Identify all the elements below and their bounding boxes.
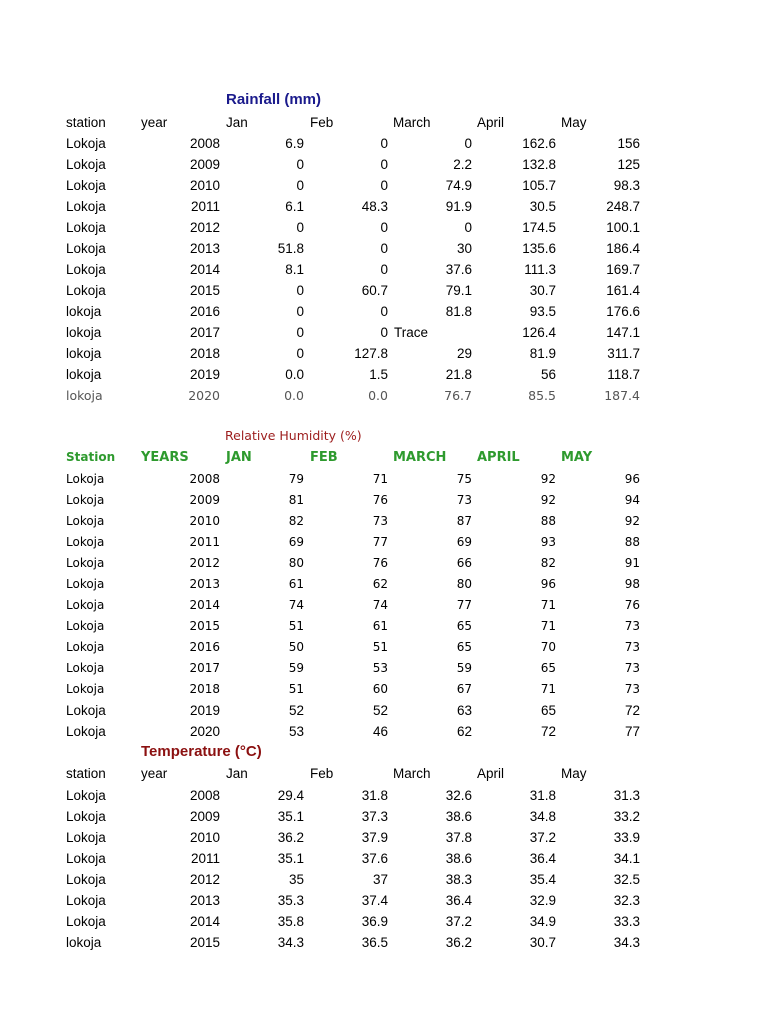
humidity-table-cell: 53 — [372, 661, 388, 675]
humidity-table-cell: 80 — [456, 577, 472, 591]
rainfall-table-cell: 176.6 — [606, 304, 640, 319]
humidity-table-cell: 88 — [540, 514, 556, 528]
rainfall-table-cell: 2013 — [189, 241, 220, 256]
temperature-column-header: year — [141, 766, 168, 781]
temperature-column-header: Feb — [310, 766, 334, 781]
rainfall-table-cell: 0 — [296, 283, 304, 298]
humidity-table-row — [0, 700, 768, 721]
rainfall-table-cell: Lokoja — [66, 283, 106, 298]
temperature-table-cell: 36.2 — [277, 830, 304, 845]
temperature-table-cell: 36.9 — [361, 914, 388, 929]
rainfall-table-cell: 30.5 — [529, 199, 556, 214]
rainfall-table-cell: 56 — [540, 367, 556, 382]
humidity-table-cell: 65 — [456, 640, 472, 654]
humidity-table-cell: 70 — [540, 640, 556, 654]
humidity-table-row — [0, 679, 768, 700]
humidity-table-cell: 65 — [456, 619, 472, 633]
temperature-table-cell: 38.6 — [445, 851, 472, 866]
temperature-table-cell: 33.3 — [613, 914, 640, 929]
humidity-table-row — [0, 595, 768, 616]
rainfall-column-header: March — [393, 115, 431, 130]
rainfall-table-cell: 0 — [296, 304, 304, 319]
humidity-table-cell: 80 — [288, 556, 304, 570]
temperature-table-cell: 35 — [288, 872, 304, 887]
temperature-table-cell: 31.3 — [613, 788, 640, 803]
humidity-table-cell: 71 — [540, 682, 556, 696]
temperature-table-cell: 37.6 — [361, 851, 388, 866]
temperature-table-cell: 2011 — [190, 851, 220, 866]
temperature-table-cell: 32.9 — [529, 893, 556, 908]
rainfall-table-cell: 174.5 — [522, 220, 556, 235]
rainfall-table-cell: 0.0 — [285, 367, 304, 382]
temperature-table-row — [0, 932, 768, 953]
rainfall-table-row — [0, 343, 768, 364]
humidity-table-cell: Lokoja — [66, 661, 105, 675]
humidity-table-cell: 59 — [288, 661, 304, 675]
temperature-table-cell: 33.9 — [613, 830, 640, 845]
temperature-table-row — [0, 827, 768, 848]
humidity-table-row — [0, 532, 768, 553]
humidity-table-cell: 71 — [540, 619, 556, 633]
humidity-header-row — [0, 447, 768, 468]
temperature-table-cell: 32.5 — [613, 872, 640, 887]
temperature-table-row — [0, 848, 768, 869]
humidity-table-cell: 92 — [624, 514, 640, 528]
temperature-table-cell: 35.3 — [277, 893, 304, 908]
rainfall-table-cell: Lokoja — [66, 262, 106, 277]
humidity-table-cell: 93 — [540, 535, 556, 549]
temperature-column-header: May — [561, 766, 587, 781]
rainfall-table-cell: 2016 — [189, 304, 220, 319]
rainfall-table-cell: 2018 — [189, 346, 220, 361]
temperature-table-cell: 36.4 — [529, 851, 556, 866]
temperature-table-cell: 34.1 — [613, 851, 640, 866]
humidity-table-cell: 50 — [288, 640, 304, 654]
humidity-table-cell: Lokoja — [66, 619, 105, 633]
temperature-column-header: April — [477, 766, 505, 781]
rainfall-table-cell: 2015 — [189, 283, 220, 298]
rainfall-table-cell: 0 — [380, 220, 388, 235]
humidity-table-cell: 2011 — [189, 535, 220, 549]
humidity-table-cell: 51 — [288, 682, 304, 696]
humidity-table-cell: 65 — [540, 703, 556, 718]
humidity-table-cell: Lokoja — [66, 493, 105, 507]
humidity-table-cell: 82 — [288, 514, 304, 528]
rainfall-table-cell: 30.7 — [529, 283, 556, 298]
humidity-table-cell: 98 — [624, 577, 640, 591]
humidity-table-cell: 76 — [624, 598, 640, 612]
temperature-column-header: March — [393, 766, 431, 781]
humidity-table-cell: 2018 — [189, 682, 220, 696]
temperature-table-cell: 33.2 — [613, 809, 640, 824]
rainfall-table-row — [0, 154, 768, 175]
rainfall-table-cell: 187.4 — [604, 388, 640, 403]
temperature-header-row — [0, 763, 768, 784]
rainfall-table-cell: 0 — [380, 304, 388, 319]
temperature-table-cell: 36.4 — [445, 893, 472, 908]
rainfall-table-cell: 0 — [380, 157, 388, 172]
rainfall-table-cell: 6.1 — [285, 199, 304, 214]
temperature-table-cell: 36.2 — [445, 935, 472, 950]
rainfall-column-header: station — [66, 115, 106, 130]
rainfall-table-row — [0, 196, 768, 217]
rainfall-table-cell: 79.1 — [445, 283, 472, 298]
humidity-table-cell: 69 — [288, 535, 304, 549]
rainfall-table-cell: Lokoja — [66, 199, 106, 214]
humidity-table-cell: 73 — [624, 682, 640, 696]
rainfall-table-cell: 156 — [617, 136, 640, 151]
rainfall-table-cell: 100.1 — [606, 220, 640, 235]
rainfall-table-cell: 147.1 — [606, 325, 640, 340]
temperature-table-cell: 30.7 — [529, 935, 556, 950]
humidity-column-header: Station — [66, 450, 116, 464]
humidity-table-cell: 60 — [372, 682, 388, 696]
humidity-table-cell: 94 — [624, 493, 640, 507]
rainfall-table-row — [0, 175, 768, 196]
humidity-table-cell: 51 — [372, 640, 388, 654]
temperature-table-cell: Lokoja — [66, 830, 106, 845]
rainfall-table-cell: 0 — [380, 241, 388, 256]
humidity-table-cell: 2017 — [189, 661, 220, 675]
humidity-table-cell: 87 — [456, 514, 472, 528]
humidity-table-cell: Lokoja — [66, 514, 105, 528]
rainfall-column-header: May — [561, 115, 587, 130]
temperature-table-cell: 37.4 — [361, 893, 388, 908]
humidity-table-cell: 2008 — [189, 472, 220, 486]
temperature-table-cell: 32.6 — [445, 788, 472, 803]
temperature-table-row — [0, 785, 768, 806]
rainfall-table-row — [0, 280, 768, 301]
temperature-table-cell: 35.1 — [277, 809, 304, 824]
rainfall-table-cell: 169.7 — [606, 262, 640, 277]
temperature-table-cell: Lokoja — [66, 788, 106, 803]
humidity-table-row — [0, 469, 768, 490]
rainfall-table-row — [0, 301, 768, 322]
rainfall-table-cell: 0 — [380, 178, 388, 193]
rainfall-table-row — [0, 133, 768, 154]
humidity-table-cell: 88 — [624, 535, 640, 549]
rainfall-column-header: Jan — [226, 115, 248, 130]
humidity-column-header: YEARS — [141, 450, 189, 465]
rainfall-table-row — [0, 364, 768, 385]
rainfall-table-cell: 0 — [296, 346, 304, 361]
temperature-table-cell: 34.3 — [277, 935, 304, 950]
rainfall-column-header: year — [141, 115, 168, 130]
rainfall-table-cell: 29 — [456, 346, 472, 361]
temperature-table-cell: 2009 — [189, 809, 220, 824]
humidity-table-cell: 71 — [540, 598, 556, 612]
rainfall-table-cell: lokoja — [66, 346, 102, 361]
temperature-table-row — [0, 806, 768, 827]
humidity-table-cell: Lokoja — [66, 535, 105, 549]
rainfall-table-cell: 2.2 — [453, 157, 472, 172]
humidity-table-cell: Lokoja — [66, 598, 105, 612]
humidity-table-cell: 74 — [288, 598, 304, 612]
humidity-table-cell: 52 — [372, 703, 388, 718]
humidity-column-header: MARCH — [393, 450, 447, 465]
humidity-table-row — [0, 553, 768, 574]
humidity-table-cell: 51 — [288, 619, 304, 633]
humidity-table-cell: 77 — [372, 535, 388, 549]
rainfall-table-cell: 186.4 — [606, 241, 640, 256]
rainfall-trace-note: Trace — [394, 325, 429, 340]
humidity-table-cell: 76 — [372, 556, 388, 570]
humidity-column-header: JAN — [226, 450, 252, 465]
rainfall-table-cell: 60.7 — [361, 283, 388, 298]
rainfall-table-cell: lokoja — [66, 367, 102, 382]
humidity-table-cell: 81 — [288, 493, 304, 507]
temperature-title: Temperature (°C) — [141, 743, 262, 760]
humidity-table-cell: 2012 — [189, 556, 220, 570]
humidity-table-cell: 96 — [624, 472, 640, 486]
rainfall-table-cell: 0 — [464, 136, 472, 151]
rainfall-table-cell: 0 — [464, 220, 472, 235]
rainfall-table-cell: 0 — [296, 220, 304, 235]
temperature-table-row — [0, 911, 768, 932]
temperature-table-cell: Lokoja — [66, 872, 106, 887]
temperature-table-cell: 2012 — [189, 872, 220, 887]
humidity-table-cell: Lokoja — [66, 640, 105, 654]
rainfall-table-cell: 0 — [380, 262, 388, 277]
rainfall-table-cell: Lokoja — [66, 241, 106, 256]
temperature-table-cell: 31.8 — [529, 788, 556, 803]
rainfall-table-cell: 0.0 — [284, 388, 304, 403]
humidity-column-header: FEB — [310, 450, 338, 465]
humidity-table-cell: 2009 — [189, 493, 220, 507]
humidity-column-header: MAY — [561, 450, 593, 465]
humidity-table-cell: Lokoja — [66, 472, 105, 486]
temperature-table-cell: 37.9 — [361, 830, 388, 845]
humidity-table-cell: 75 — [456, 472, 472, 486]
humidity-table-cell: 62 — [456, 724, 472, 739]
humidity-table-row — [0, 658, 768, 679]
humidity-table-cell: 72 — [624, 703, 640, 718]
humidity-table-cell: 65 — [540, 661, 556, 675]
humidity-table-cell: 2013 — [189, 577, 220, 591]
rainfall-table-cell: 76.7 — [444, 388, 472, 403]
humidity-table-cell: 74 — [372, 598, 388, 612]
temperature-table-cell: 2014 — [189, 914, 220, 929]
humidity-table-row — [0, 490, 768, 511]
humidity-table-cell: 2019 — [189, 703, 220, 718]
rainfall-table-row — [0, 385, 768, 406]
rainfall-table-cell: 1.5 — [369, 367, 388, 382]
humidity-table-cell: 2020 — [189, 724, 220, 739]
rainfall-table-cell: 2014 — [189, 262, 220, 277]
temperature-table-cell: 35.4 — [529, 872, 556, 887]
temperature-table-cell: Lokoja — [66, 914, 106, 929]
temperature-table-cell: 2013 — [189, 893, 220, 908]
temperature-table-cell: 32.3 — [613, 893, 640, 908]
rainfall-table-cell: 0 — [380, 325, 388, 340]
humidity-table-cell: 73 — [624, 661, 640, 675]
rainfall-table-cell: 311.7 — [607, 346, 640, 361]
temperature-table-cell: Lokoja — [66, 809, 106, 824]
humidity-table-row — [0, 616, 768, 637]
humidity-table-cell: 59 — [456, 661, 472, 675]
temperature-table-cell: 34.9 — [529, 914, 556, 929]
humidity-table-cell: Lokoja — [66, 577, 105, 591]
humidity-table-cell: 79 — [288, 472, 304, 486]
humidity-table-cell: 73 — [372, 514, 388, 528]
humidity-table-cell: 73 — [624, 619, 640, 633]
humidity-table-cell: 62 — [372, 577, 388, 591]
humidity-table-cell: 52 — [288, 703, 304, 718]
humidity-table-cell: Lokoja — [66, 556, 105, 570]
humidity-table-cell: 69 — [456, 535, 472, 549]
humidity-table-cell: 77 — [624, 724, 640, 739]
temperature-column-header: station — [66, 766, 106, 781]
humidity-table-cell: 91 — [624, 556, 640, 570]
rainfall-table-cell: 37.6 — [445, 262, 472, 277]
rainfall-table-cell: 111.3 — [524, 262, 556, 277]
rainfall-table-cell: 74.9 — [445, 178, 472, 193]
humidity-table-row — [0, 574, 768, 595]
humidity-table-cell: 2015 — [189, 619, 220, 633]
temperature-table-cell: 37.2 — [529, 830, 556, 845]
humidity-table-row — [0, 511, 768, 532]
rainfall-table-cell: 30 — [456, 241, 472, 256]
rainfall-table-cell: 125 — [617, 157, 640, 172]
humidity-table-row — [0, 721, 768, 742]
rainfall-table-cell: lokoja — [66, 388, 103, 403]
humidity-table-cell: 46 — [372, 724, 388, 739]
rainfall-table-cell: 127.8 — [354, 346, 388, 361]
rainfall-table-row — [0, 259, 768, 280]
humidity-table-cell: 92 — [540, 472, 556, 486]
rainfall-table-cell: lokoja — [66, 325, 102, 340]
rainfall-table-cell: 105.7 — [522, 178, 556, 193]
rainfall-table-cell: 6.9 — [285, 136, 304, 151]
rainfall-table-cell: 81.8 — [445, 304, 472, 319]
rainfall-table-cell: 0 — [380, 136, 388, 151]
humidity-table-row — [0, 637, 768, 658]
rainfall-header-row — [0, 112, 768, 133]
temperature-column-header: Jan — [226, 766, 248, 781]
humidity-table-cell: 82 — [540, 556, 556, 570]
temperature-table-cell: 35.8 — [277, 914, 304, 929]
temperature-table-cell: 34.8 — [529, 809, 556, 824]
rainfall-table-cell: 0 — [296, 157, 304, 172]
rainfall-table-row — [0, 217, 768, 238]
humidity-table-cell: 77 — [456, 598, 472, 612]
humidity-table-cell: 61 — [288, 577, 304, 591]
temperature-table-cell: 2008 — [189, 788, 220, 803]
humidity-table-cell: 53 — [288, 724, 304, 739]
rainfall-column-header: April — [477, 115, 505, 130]
temperature-table-cell: Lokoja — [66, 851, 106, 866]
rainfall-table-cell: Lokoja — [66, 157, 106, 172]
temperature-table-cell: lokoja — [66, 935, 102, 950]
humidity-title: Relative Humidity (%) — [225, 428, 362, 443]
humidity-table-cell: 67 — [456, 682, 472, 696]
rainfall-table-cell: 2020 — [188, 388, 220, 403]
rainfall-title: Rainfall (mm) — [226, 91, 322, 108]
rainfall-table-cell: 2019 — [189, 367, 220, 382]
rainfall-table-cell: 2009 — [189, 157, 220, 172]
rainfall-table-cell: lokoja — [66, 304, 102, 319]
rainfall-table-cell: 126.4 — [522, 325, 556, 340]
rainfall-table-cell: 2008 — [189, 136, 220, 151]
rainfall-table-cell: 2012 — [189, 220, 220, 235]
temperature-table-cell: 2010 — [189, 830, 220, 845]
temperature-table-row — [0, 890, 768, 911]
humidity-table-cell: 71 — [372, 472, 388, 486]
humidity-table-cell: Lokoja — [66, 703, 106, 718]
rainfall-table-cell: 91.9 — [445, 199, 472, 214]
temperature-table-cell: 37.8 — [445, 830, 472, 845]
rainfall-table-row — [0, 322, 768, 343]
humidity-table-cell: 76 — [372, 493, 388, 507]
temperature-table-cell: 38.3 — [445, 872, 472, 887]
rainfall-table-cell: 2017 — [189, 325, 220, 340]
rainfall-table-cell: 161.4 — [606, 283, 640, 298]
rainfall-table-cell: Lokoja — [66, 220, 106, 235]
temperature-table-cell: Lokoja — [66, 893, 106, 908]
rainfall-table-cell: 81.9 — [529, 346, 556, 361]
temperature-table-cell: 37.2 — [445, 914, 472, 929]
rainfall-table-cell: 0 — [296, 325, 304, 340]
rainfall-table-cell: 132.8 — [522, 157, 556, 172]
rainfall-table-row — [0, 238, 768, 259]
rainfall-table-cell: 162.6 — [522, 136, 556, 151]
humidity-table-cell: 63 — [456, 703, 472, 718]
temperature-table-cell: 37 — [372, 872, 388, 887]
temperature-table-cell: 35.1 — [277, 851, 304, 866]
humidity-table-cell: 73 — [456, 493, 472, 507]
temperature-table-cell: 37.3 — [361, 809, 388, 824]
rainfall-table-cell: 2011 — [190, 199, 220, 214]
humidity-table-cell: 61 — [372, 619, 388, 633]
temperature-table-cell: 38.6 — [445, 809, 472, 824]
humidity-table-cell: 2010 — [189, 514, 220, 528]
rainfall-table-cell: 8.1 — [285, 262, 304, 277]
rainfall-table-cell: 118.7 — [607, 367, 640, 382]
temperature-table-cell: 31.8 — [361, 788, 388, 803]
humidity-table-cell: Lokoja — [66, 682, 105, 696]
humidity-column-header: APRIL — [477, 450, 520, 465]
humidity-table-cell: 66 — [456, 556, 472, 570]
rainfall-table-cell: 48.3 — [361, 199, 388, 214]
rainfall-table-cell: Lokoja — [66, 136, 106, 151]
rainfall-table-cell: 93.5 — [529, 304, 556, 319]
rainfall-column-header: Feb — [310, 115, 334, 130]
rainfall-table-cell: 135.6 — [522, 241, 556, 256]
temperature-table-row — [0, 869, 768, 890]
humidity-table-cell: 73 — [624, 640, 640, 654]
rainfall-table-cell: 2010 — [189, 178, 220, 193]
rainfall-table-cell: 248.7 — [606, 199, 640, 214]
humidity-table-cell: Lokoja — [66, 724, 106, 739]
rainfall-table-cell: 98.3 — [613, 178, 640, 193]
humidity-table-cell: 2016 — [189, 640, 220, 654]
rainfall-table-cell: 21.8 — [445, 367, 472, 382]
humidity-table-cell: 72 — [540, 724, 556, 739]
rainfall-table-cell: 0 — [296, 178, 304, 193]
humidity-table-cell: 2014 — [189, 598, 220, 612]
temperature-table-cell: 36.5 — [361, 935, 388, 950]
rainfall-table-cell: Lokoja — [66, 178, 106, 193]
temperature-table-cell: 29.4 — [277, 788, 304, 803]
rainfall-table-cell: 51.8 — [277, 241, 304, 256]
humidity-table-cell: 92 — [540, 493, 556, 507]
rainfall-table-cell: 85.5 — [528, 388, 556, 403]
temperature-table-cell: 34.3 — [613, 935, 640, 950]
humidity-table-cell: 96 — [540, 577, 556, 591]
temperature-table-cell: 2015 — [189, 935, 220, 950]
rainfall-table-cell: 0.0 — [368, 388, 388, 403]
